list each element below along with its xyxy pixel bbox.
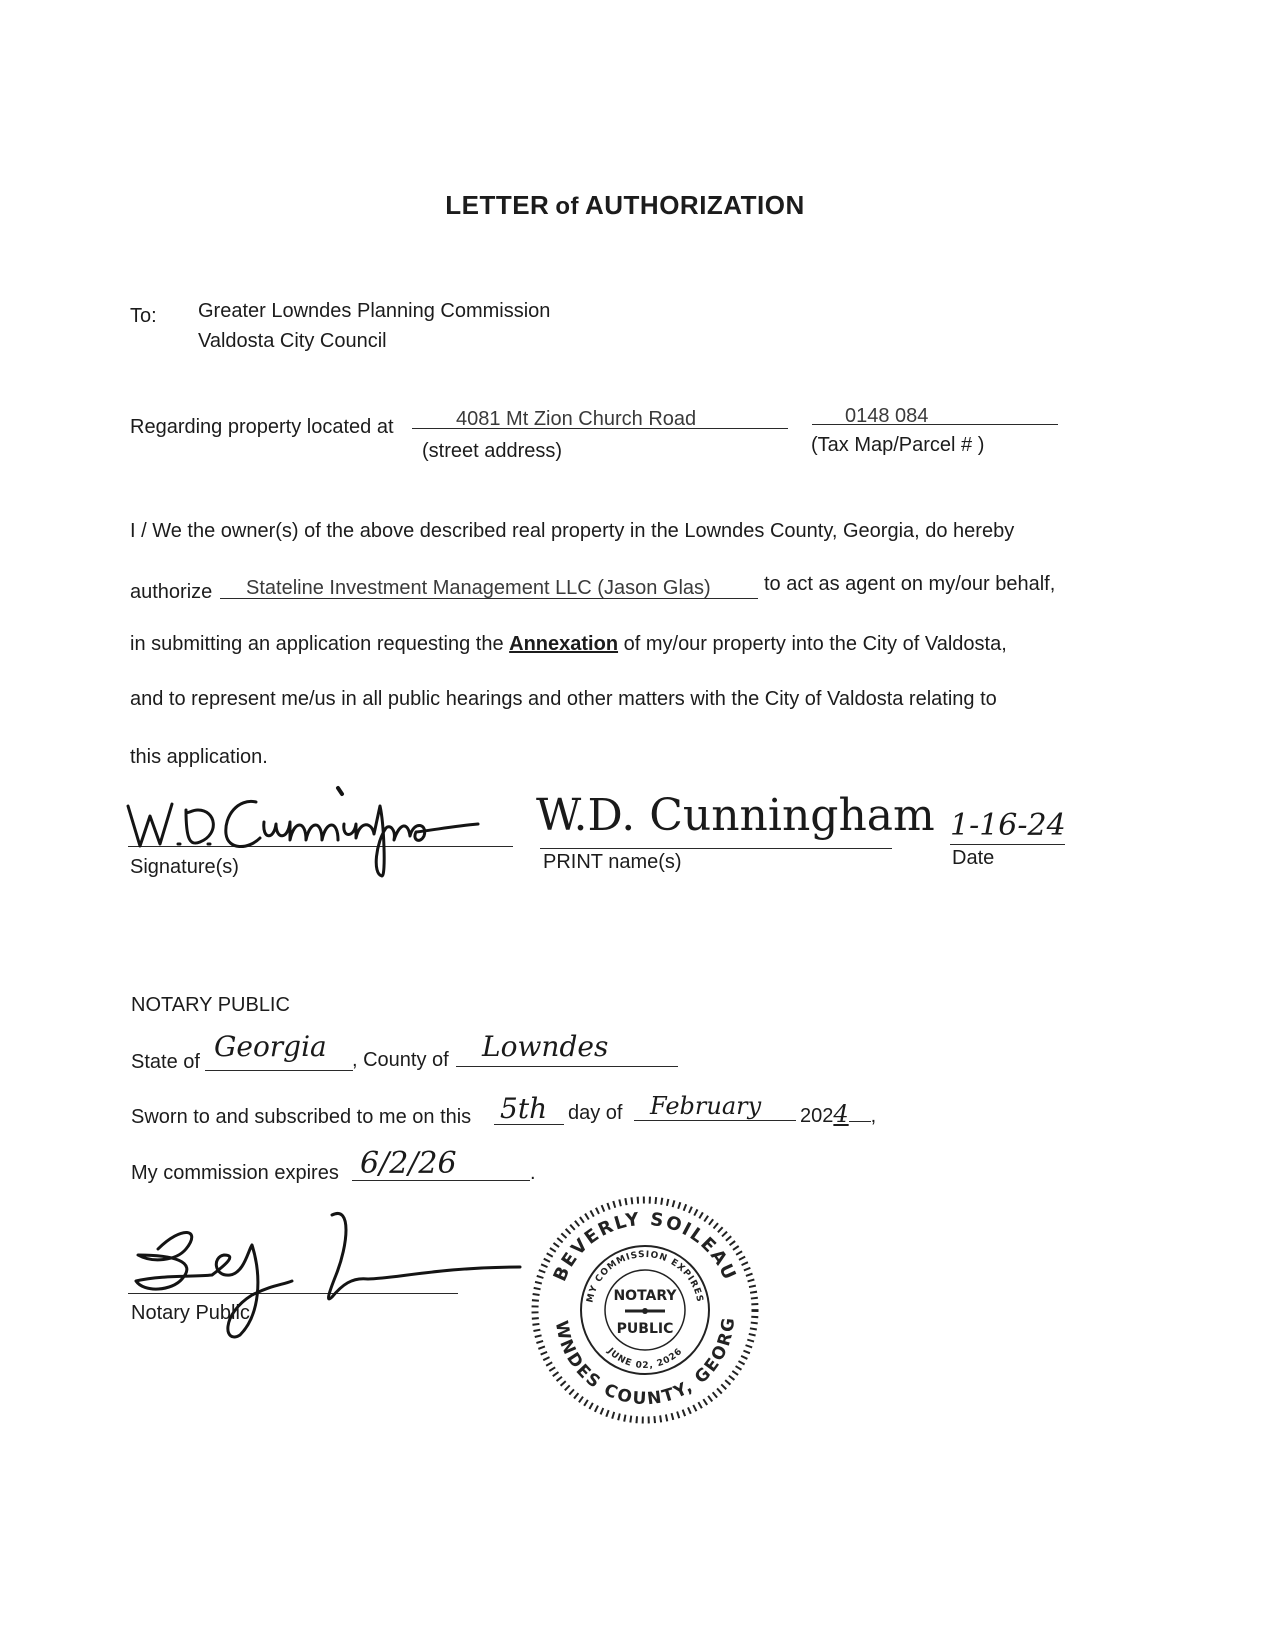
notary-heading: NOTARY PUBLIC <box>131 994 290 1016</box>
expires-period: . <box>530 1162 536 1184</box>
month-value: February <box>650 1092 762 1120</box>
svg-text:MY COMMISSION EXPIRES: MY COMMISSION EXPIRES <box>585 1249 705 1304</box>
street-address-caption: (street address) <box>422 440 563 462</box>
state-label: State of <box>131 1051 200 1073</box>
paragraph-line-3: in submitting an application requesting the Annexation of my/our property into the City of Valdosta, <box>130 633 1007 655</box>
print-name-label: PRINT name(s) <box>543 851 682 873</box>
date-line <box>950 844 1065 845</box>
svg-text:NOTARY: NOTARY <box>613 1288 677 1304</box>
signature-label: Signature(s) <box>130 856 239 878</box>
sworn-label: Sworn to and subscribed to me on this <box>131 1106 472 1128</box>
paragraph-line-5: this application. <box>130 746 268 768</box>
county-value: Lowndes <box>482 1030 609 1063</box>
recipient-2: Valdosta City Council <box>198 330 387 352</box>
agent-value: Stateline Investment Management LLC (Jason Glas) <box>246 577 711 599</box>
parcel-value: 0148 084 <box>845 405 929 427</box>
paragraph-line-4: and to represent me/us in all public hearings and other matters with the City of Valdosta relating to <box>130 688 997 710</box>
paragraph-line-1: I / We the owner(s) of the above described real property in the Lowndes County, Georgia, do hereby <box>130 520 1015 542</box>
annexation-term: Annexation <box>509 633 619 655</box>
day-value: 5th <box>500 1092 548 1125</box>
expires-value: 6/2/26 <box>360 1146 457 1181</box>
notary-seal <box>521 1180 760 1425</box>
county-line <box>456 1066 678 1067</box>
authorize-label: authorize <box>130 581 213 603</box>
date-label: Date <box>952 847 995 869</box>
expires-label: My commission expires <box>131 1162 339 1184</box>
notary-public-label: Notary Public <box>131 1302 250 1324</box>
year-digit: 4 <box>833 1100 849 1128</box>
regarding-label: Regarding property located at <box>130 416 394 438</box>
svg-text:JUNE 02, 2026: JUNE 02, 2026 <box>605 1346 685 1372</box>
year-field: 2024 , <box>800 1100 877 1128</box>
svg-text:BEVERLY SOILEAU: BEVERLY SOILEAU <box>549 1208 741 1285</box>
svg-text:PUBLIC: PUBLIC <box>616 1321 674 1337</box>
printed-name-handwritten: W.D. Cunningham <box>536 790 935 841</box>
street-address-value: 4081 Mt Zion Church Road <box>456 408 697 430</box>
print-name-line <box>540 848 892 849</box>
state-value: Georgia <box>214 1030 327 1063</box>
county-label: , County of <box>352 1049 449 1071</box>
agent-suffix: to act as agent on my/our behalf, <box>764 573 1056 595</box>
month-line <box>634 1120 796 1121</box>
day-of-label: day of <box>568 1102 623 1124</box>
recipient-1: Greater Lowndes Planning Commission <box>198 300 551 322</box>
state-line <box>205 1070 353 1071</box>
date-handwritten: 1-16-24 <box>950 808 1066 843</box>
to-label: To: <box>130 305 157 327</box>
parcel-caption: (Tax Map/Parcel # ) <box>811 434 985 456</box>
svg-text:LOWNDES COUNTY, GEORGIA: LOWNDES COUNTY, GEORGIA <box>521 1180 740 1410</box>
document-title: LETTER of AUTHORIZATION <box>445 190 805 220</box>
